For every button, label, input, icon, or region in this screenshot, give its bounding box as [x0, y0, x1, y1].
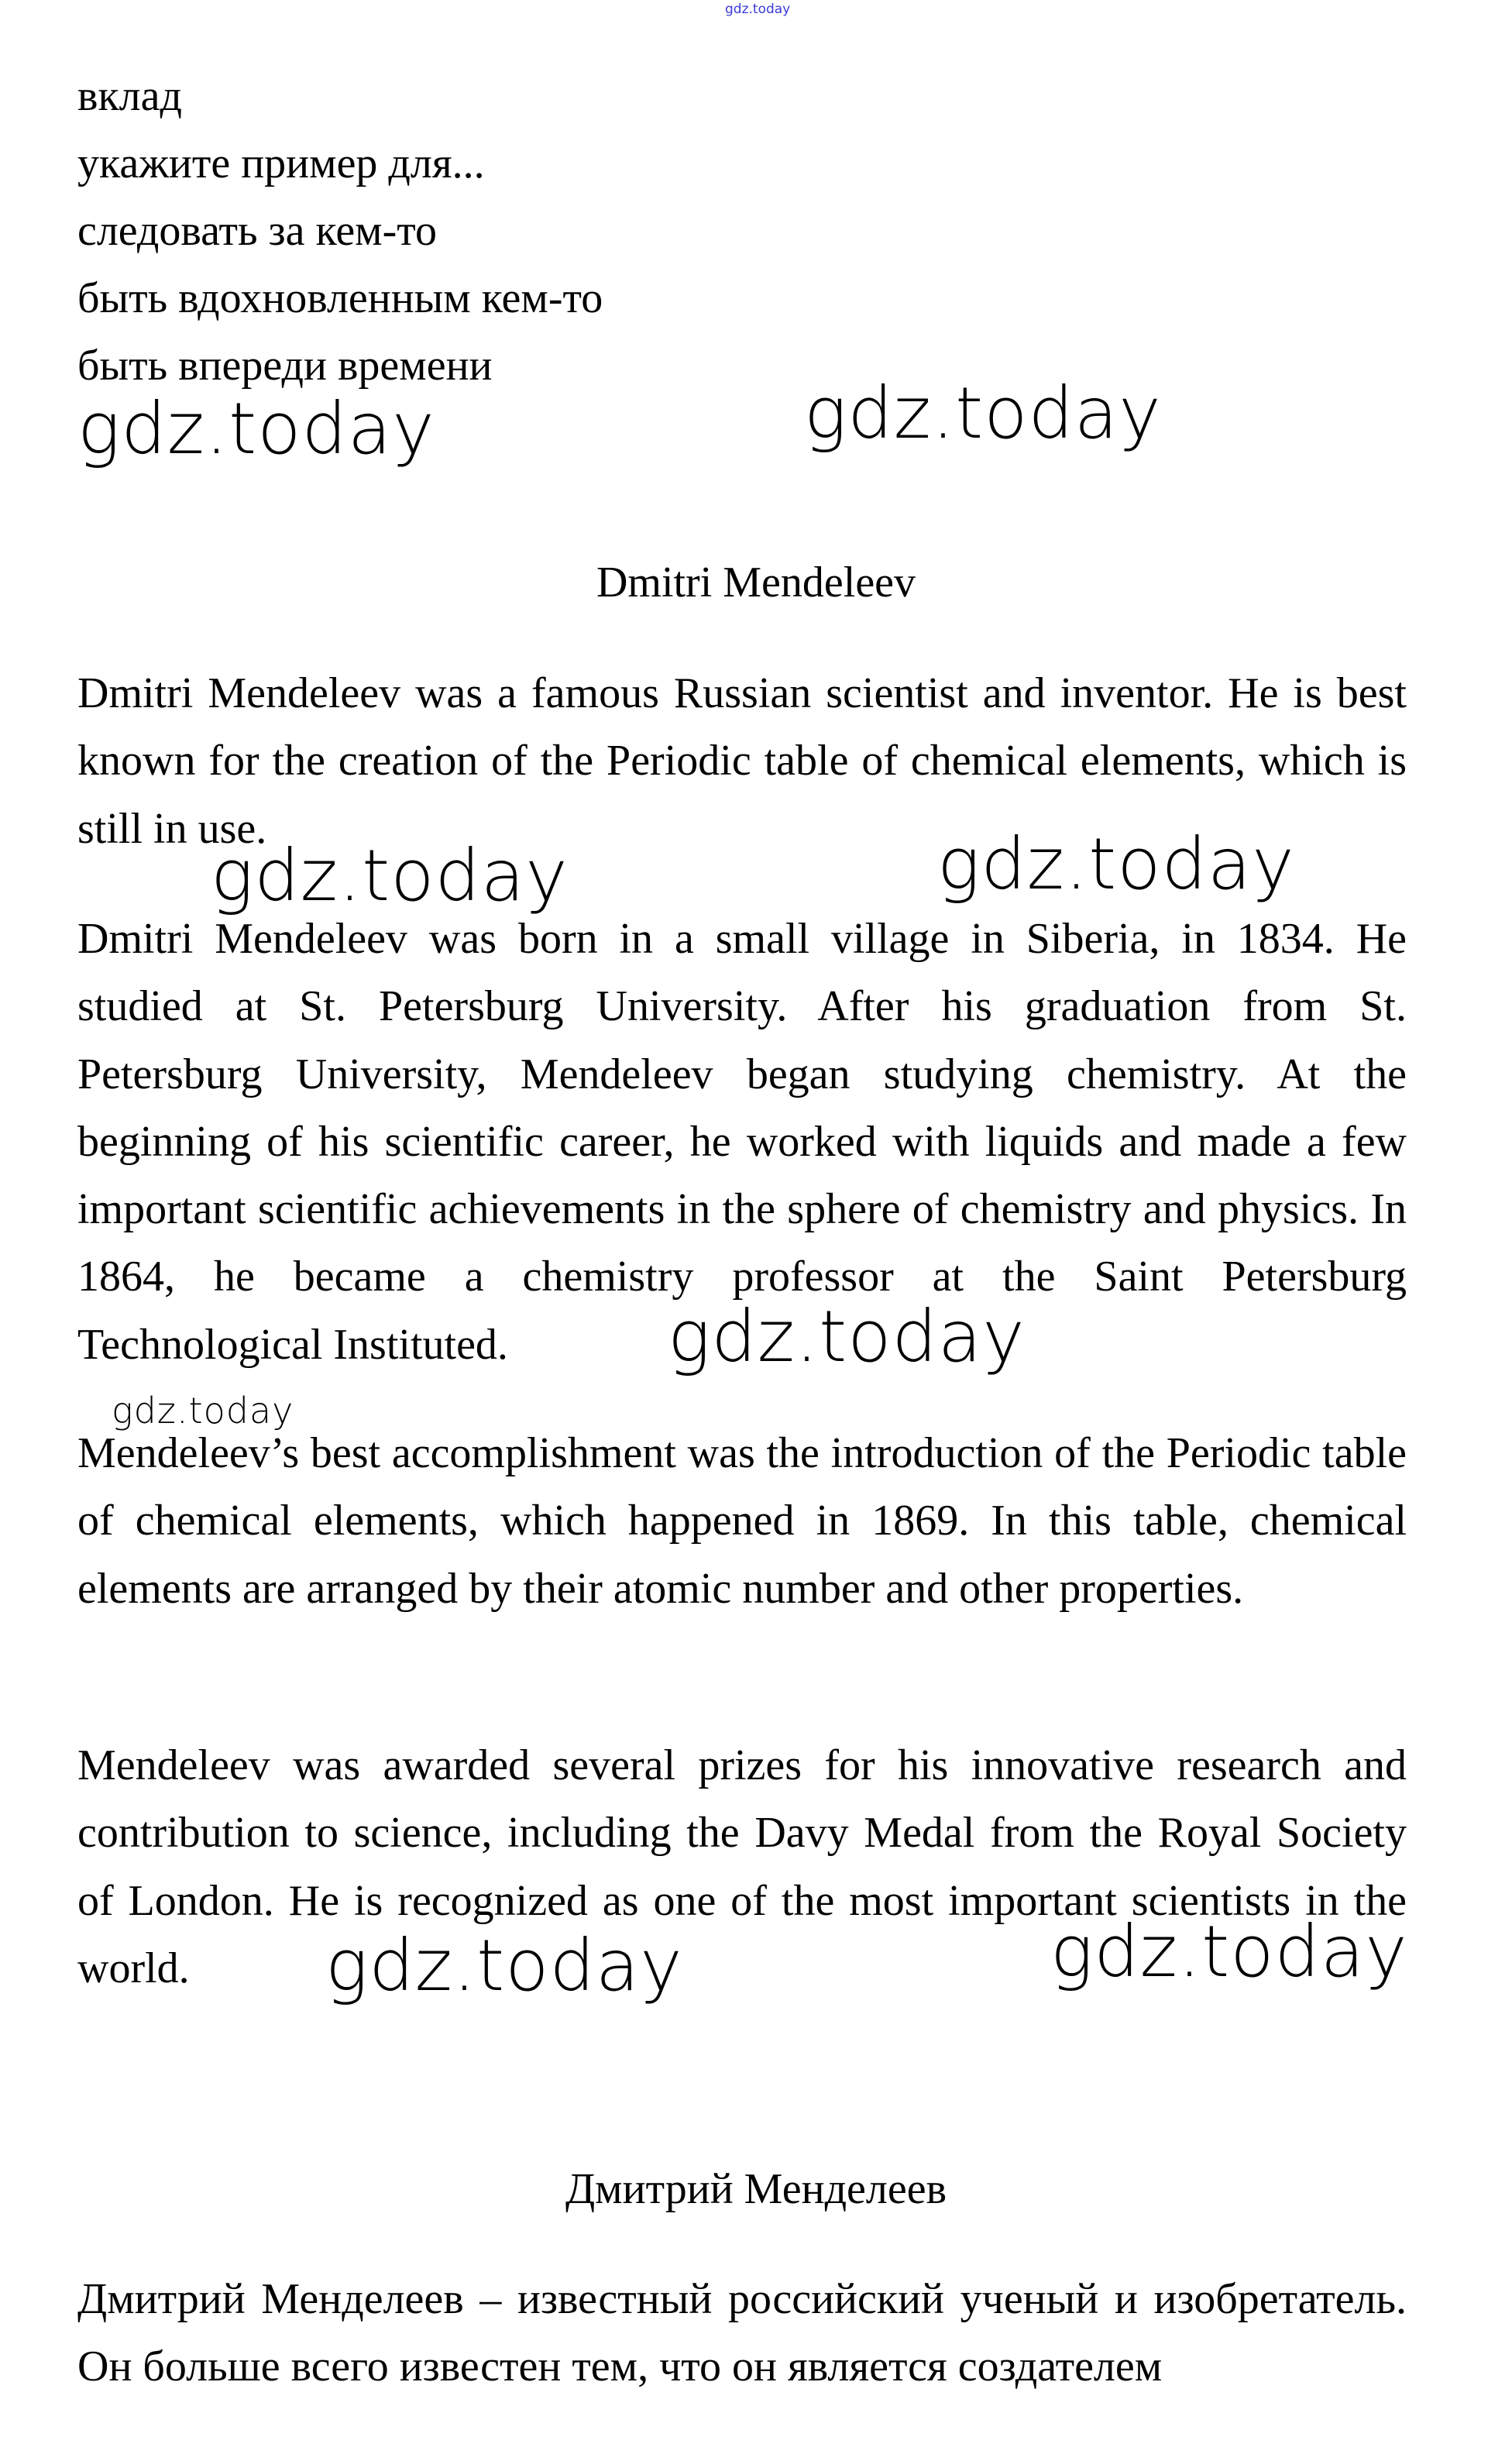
watermark: gdz.today	[325, 1924, 683, 2007]
watermark: gdz.today	[211, 834, 569, 917]
english-paragraph-3: Mendeleev’s best accomplishment was the introduction of the Periodic table of chemical elements, which happened in 1869. In this table, chemical elements are arranged by their atomic number and other properties.	[77, 1429, 1407, 1613]
vocabulary-item: быть вдохновленным кем-то	[77, 274, 603, 322]
watermark: gdz.today	[668, 1295, 1026, 1378]
watermark: gdz.today	[77, 387, 435, 470]
top-watermark: gdz.today	[725, 2, 791, 17]
english-paragraph-1: Dmitri Mendeleev was a famous Russian scientist and inventor. He is best known for the creation of the Periodic table of chemical elements, which is still in use.	[77, 669, 1407, 853]
vocabulary-item: следовать за кем-то	[77, 207, 437, 255]
watermark: gdz.today	[1050, 1910, 1408, 1993]
english-paragraph-2: Dmitri Mendeleev was born in a small village in Siberia, in 1834. He studied at St. Petersburg University. After his graduation from St. Petersburg University, Mendeleev began studying chemistry. At the beginning of his scientific career, he worked with liquids and made a few important scientific achievements in the sphere of chemistry and physics. In 1864, he became a chemistry professor at the Saint Petersburg Technological Instituted.	[77, 915, 1407, 1369]
russian-paragraph: Дмитрий Менделеев – известный российский ученый и изобретатель. Он больше всего известен тем, что он является создателем	[77, 2275, 1407, 2391]
english-paragraph-4: Mendeleev was awarded several prizes for his innovative research and contribution to science, including the Davy Medal from the Royal Society of London. He is recognized as one of the most important scientists in the world.	[77, 1741, 1407, 1992]
watermark: gdz.today	[804, 372, 1162, 455]
vocabulary-item: вклад	[77, 72, 182, 120]
watermark: gdz.today	[112, 1390, 294, 1432]
vocabulary-item: укажите пример для...	[77, 139, 485, 187]
english-title: Dmitri Mendeleev	[596, 559, 916, 607]
vocabulary-item: быть впереди времени	[77, 342, 493, 390]
watermark: gdz.today	[937, 823, 1295, 906]
russian-title: Дмитрий Менделеев	[565, 2165, 947, 2213]
